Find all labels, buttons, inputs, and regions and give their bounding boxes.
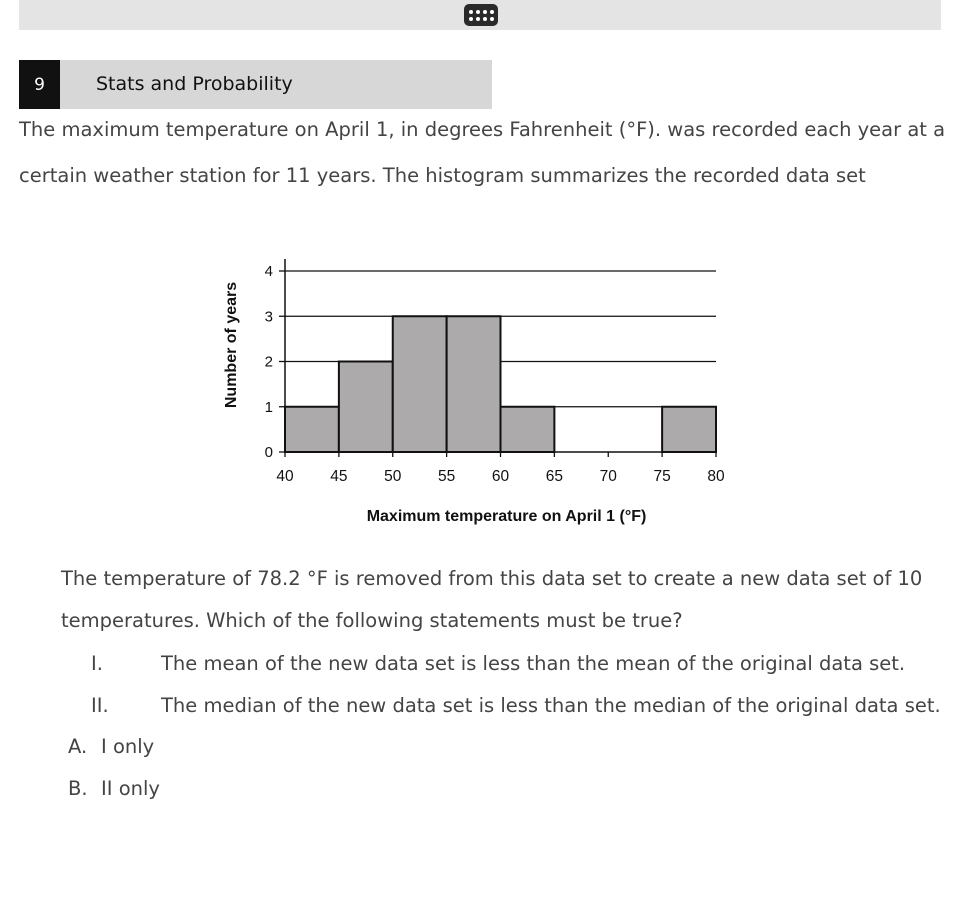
x-tick-label-40: 40	[276, 468, 294, 485]
x-tick-label-50: 50	[384, 468, 402, 485]
y-tick-label-3: 3	[264, 308, 273, 326]
choice-a-letter: A.	[68, 735, 88, 758]
statement-1-numeral: I.	[91, 652, 103, 675]
choice-a-text: I only	[101, 735, 155, 758]
x-tick-label-70: 70	[599, 468, 617, 485]
choice-b[interactable]	[68, 777, 160, 800]
histogram-bar-75-80	[662, 407, 716, 452]
histogram-bar-55-60	[447, 316, 501, 452]
histogram-bar-40-45	[285, 407, 339, 452]
statement-1-text: The mean of the new data set is less than the mean of the original data set.	[161, 652, 906, 675]
choice-b-letter: B.	[68, 777, 88, 800]
histogram-bar-60-65	[501, 407, 555, 452]
x-tick-label-65: 65	[545, 468, 563, 485]
question-stem: The temperature of 78.2 °F is removed from this data set to create a new data set of 10 temperatures. Which of the following statements must be true?	[61, 567, 923, 632]
statement-2-numeral: II.	[91, 694, 109, 717]
x-tick-label-45: 45	[330, 468, 348, 485]
y-tick-label-4: 4	[264, 263, 273, 280]
x-tick-label-60: 60	[491, 468, 510, 485]
statement-2-text: The median of the new data set is less than the median of the original data set.	[161, 694, 941, 717]
y-tick-label-2: 2	[264, 353, 273, 371]
choice-b-text: II only	[101, 777, 160, 800]
question-number: 9	[19, 60, 60, 109]
histogram-bar-50-55	[393, 316, 447, 452]
question-category: Stats and Probability	[96, 73, 293, 95]
y-tick-label-0: 0	[264, 444, 273, 461]
x-tick-label-80: 80	[707, 468, 725, 485]
y-tick-label-1: 1	[264, 398, 273, 416]
y-axis-label: Number of years	[223, 281, 240, 409]
x-tick-label-75: 75	[653, 468, 671, 485]
histogram-bar-45-50	[339, 362, 393, 453]
x-axis-label: Maximum temperature on April 1 (°F)	[366, 508, 647, 525]
x-tick-label-55: 55	[438, 468, 456, 485]
question-prompt: The maximum temperature on April 1, in degrees Fahrenheit (°F). was recorded each year at a certain weather station for 11 years. The histogram summarizes the recorded data set	[19, 118, 946, 187]
choice-a[interactable]	[68, 735, 154, 758]
